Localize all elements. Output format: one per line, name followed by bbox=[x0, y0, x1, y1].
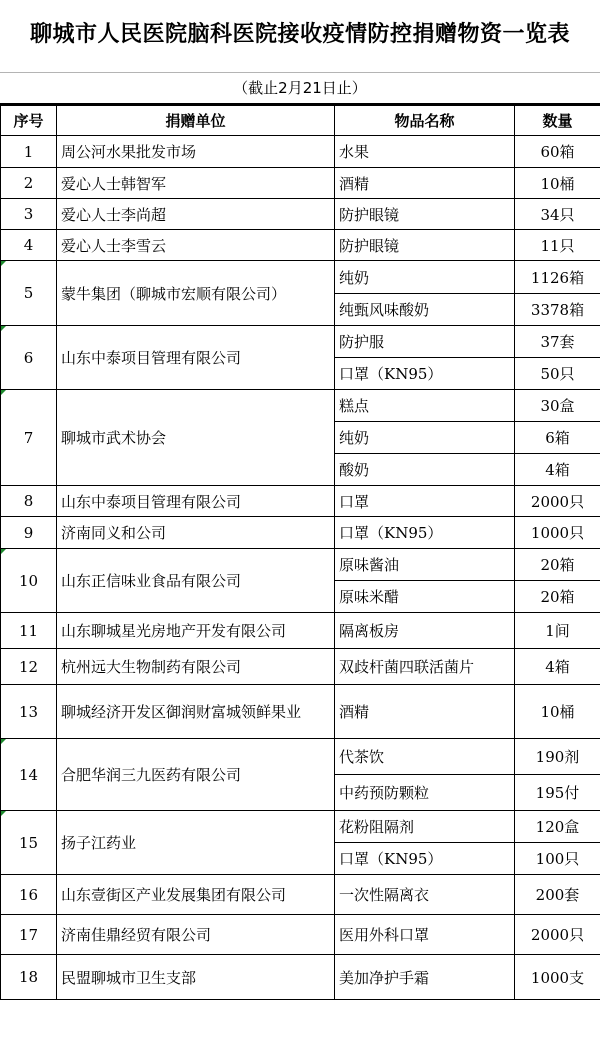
item-quantity: 4箱 bbox=[515, 649, 600, 685]
header-item: 物品名称 bbox=[335, 106, 515, 136]
donation-table-body bbox=[1, 106, 600, 1000]
item-name: 中药预防颗粒 bbox=[335, 775, 515, 811]
table-header-row bbox=[1, 106, 600, 136]
row-number: 18 bbox=[1, 955, 57, 1000]
item-name: 防护眼镜 bbox=[335, 199, 515, 230]
item-quantity: 6箱 bbox=[515, 422, 600, 454]
table-row bbox=[1, 168, 600, 199]
item-quantity: 50只 bbox=[515, 358, 600, 390]
table-row bbox=[1, 649, 600, 685]
item-quantity: 10桶 bbox=[515, 685, 600, 739]
item-name: 原味米醋 bbox=[335, 581, 515, 613]
row-number: 16 bbox=[1, 875, 57, 915]
item-name: 口罩 bbox=[335, 486, 515, 517]
header-donor: 捐赠单位 bbox=[57, 106, 335, 136]
donation-table bbox=[0, 105, 600, 1000]
item-name: 防护服 bbox=[335, 326, 515, 358]
donor-name: 山东聊城星光房地产开发有限公司 bbox=[57, 613, 335, 649]
header-no: 序号 bbox=[1, 106, 57, 136]
table-row bbox=[1, 915, 600, 955]
item-quantity: 34只 bbox=[515, 199, 600, 230]
row-number: 2 bbox=[1, 168, 57, 199]
donor-name: 山东壹街区产业发展集团有限公司 bbox=[57, 875, 335, 915]
row-number: 7 bbox=[1, 390, 57, 486]
item-name: 纯甄风味酸奶 bbox=[335, 294, 515, 326]
item-quantity: 10桶 bbox=[515, 168, 600, 199]
row-number: 5 bbox=[1, 261, 57, 326]
item-quantity: 100只 bbox=[515, 843, 600, 875]
table-row bbox=[1, 326, 600, 358]
item-quantity: 2000只 bbox=[515, 486, 600, 517]
row-number: 12 bbox=[1, 649, 57, 685]
item-name: 原味酱油 bbox=[335, 549, 515, 581]
item-name: 一次性隔离衣 bbox=[335, 875, 515, 915]
row-number: 15 bbox=[1, 811, 57, 875]
item-quantity: 1000只 bbox=[515, 517, 600, 549]
donor-name: 爱心人士李尚超 bbox=[57, 199, 335, 230]
table-row bbox=[1, 517, 600, 549]
item-name: 水果 bbox=[335, 136, 515, 168]
row-number: 13 bbox=[1, 685, 57, 739]
item-quantity: 30盒 bbox=[515, 390, 600, 422]
item-name: 花粉阻隔剂 bbox=[335, 811, 515, 843]
table-row bbox=[1, 613, 600, 649]
donor-name: 山东中泰项目管理有限公司 bbox=[57, 486, 335, 517]
item-name: 代茶饮 bbox=[335, 739, 515, 775]
donor-name: 聊城市武术协会 bbox=[57, 390, 335, 486]
cutoff-date-subtitle: （截止2月21日止） bbox=[0, 73, 600, 105]
item-quantity: 60箱 bbox=[515, 136, 600, 168]
donor-name: 济南佳鼎经贸有限公司 bbox=[57, 915, 335, 955]
item-quantity: 195付 bbox=[515, 775, 600, 811]
item-name: 口罩（KN95） bbox=[335, 517, 515, 549]
item-name: 医用外科口罩 bbox=[335, 915, 515, 955]
header-qty: 数量 bbox=[515, 106, 600, 136]
donor-name: 济南同义和公司 bbox=[57, 517, 335, 549]
row-number: 10 bbox=[1, 549, 57, 613]
table-row bbox=[1, 230, 600, 261]
item-quantity: 2000只 bbox=[515, 915, 600, 955]
donor-name: 爱心人士李雪云 bbox=[57, 230, 335, 261]
item-quantity: 11只 bbox=[515, 230, 600, 261]
row-number: 14 bbox=[1, 739, 57, 811]
item-quantity: 200套 bbox=[515, 875, 600, 915]
item-quantity: 20箱 bbox=[515, 549, 600, 581]
item-quantity: 3378箱 bbox=[515, 294, 600, 326]
item-quantity: 37套 bbox=[515, 326, 600, 358]
table-row bbox=[1, 390, 600, 422]
item-name: 隔离板房 bbox=[335, 613, 515, 649]
donor-name: 扬子江药业 bbox=[57, 811, 335, 875]
item-name: 防护眼镜 bbox=[335, 230, 515, 261]
donor-name: 蒙牛集团（聊城市宏顺有限公司） bbox=[57, 261, 335, 326]
table-row bbox=[1, 685, 600, 739]
donor-name: 民盟聊城市卫生支部 bbox=[57, 955, 335, 1000]
item-name: 酒精 bbox=[335, 168, 515, 199]
donor-name: 杭州远大生物制药有限公司 bbox=[57, 649, 335, 685]
item-name: 酒精 bbox=[335, 685, 515, 739]
table-row bbox=[1, 136, 600, 168]
item-quantity: 1000支 bbox=[515, 955, 600, 1000]
donor-name: 山东正信味业食品有限公司 bbox=[57, 549, 335, 613]
donor-name: 山东中泰项目管理有限公司 bbox=[57, 326, 335, 390]
table-row bbox=[1, 549, 600, 581]
table-row bbox=[1, 261, 600, 294]
item-quantity: 120盒 bbox=[515, 811, 600, 843]
item-name: 纯奶 bbox=[335, 422, 515, 454]
item-quantity: 190剂 bbox=[515, 739, 600, 775]
row-number: 1 bbox=[1, 136, 57, 168]
item-name: 纯奶 bbox=[335, 261, 515, 294]
item-quantity: 4箱 bbox=[515, 454, 600, 486]
row-number: 8 bbox=[1, 486, 57, 517]
row-number: 3 bbox=[1, 199, 57, 230]
item-quantity: 20箱 bbox=[515, 581, 600, 613]
row-number: 9 bbox=[1, 517, 57, 549]
item-name: 口罩（KN95） bbox=[335, 843, 515, 875]
item-quantity: 1126箱 bbox=[515, 261, 600, 294]
table-row bbox=[1, 199, 600, 230]
item-name: 双歧杆菌四联活菌片 bbox=[335, 649, 515, 685]
table-row bbox=[1, 955, 600, 1000]
row-number: 4 bbox=[1, 230, 57, 261]
item-name: 口罩（KN95） bbox=[335, 358, 515, 390]
page-title: 聊城市人民医院脑科医院接收疫情防控捐赠物资一览表 bbox=[0, 0, 600, 73]
donor-name: 周公河水果批发市场 bbox=[57, 136, 335, 168]
donor-name: 合肥华润三九医药有限公司 bbox=[57, 739, 335, 811]
table-row bbox=[1, 486, 600, 517]
donor-name: 爱心人士韩智军 bbox=[57, 168, 335, 199]
item-name: 酸奶 bbox=[335, 454, 515, 486]
item-name: 美加净护手霜 bbox=[335, 955, 515, 1000]
table-row bbox=[1, 811, 600, 843]
item-quantity: 1间 bbox=[515, 613, 600, 649]
row-number: 17 bbox=[1, 915, 57, 955]
table-row bbox=[1, 875, 600, 915]
donor-name: 聊城经济开发区御润财富城领鲜果业 bbox=[57, 685, 335, 739]
table-row bbox=[1, 739, 600, 775]
item-name: 糕点 bbox=[335, 390, 515, 422]
row-number: 11 bbox=[1, 613, 57, 649]
row-number: 6 bbox=[1, 326, 57, 390]
